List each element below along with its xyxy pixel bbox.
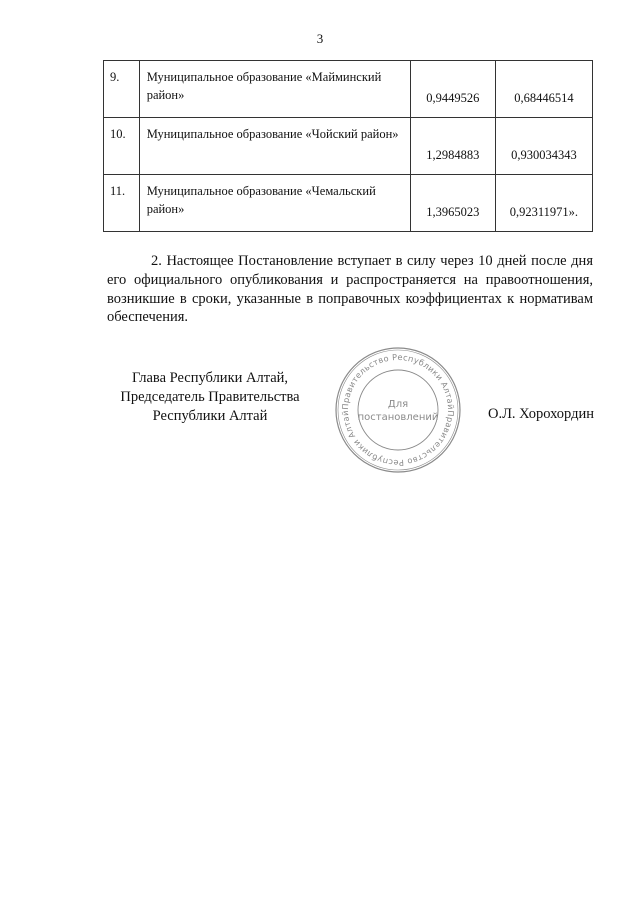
seal-outer-ring [336, 348, 460, 472]
table-row [104, 175, 593, 232]
coefficient-value-2: 0,68446514 [495, 61, 592, 118]
row-number: 10. [104, 118, 140, 175]
seal-inner-text-2: постановлений [357, 412, 439, 423]
official-seal [333, 345, 463, 475]
coefficient-value-1: 1,3965023 [410, 175, 495, 232]
signatory-name: О.Л. Хорохордин [487, 406, 594, 422]
coefficient-value-2: 0,930034343 [495, 118, 592, 175]
coefficients-table [103, 60, 593, 232]
signatory-title-line: Республики Алтай [152, 408, 268, 424]
signatory-title-line: Глава Республики Алтай, [131, 370, 289, 386]
municipality-name: Муниципальное образование «Чемальский район» [139, 175, 410, 232]
row-number: 11. [104, 175, 140, 232]
page-number: 3 [316, 31, 324, 46]
effective-date-paragraph: 2. Настоящее Постановление вступает в силу через 10 дней после дня его официального опубликования и распространяется на правоотношения, возникшие в сроки, указанные в поправочных коэффициентах к нормативам обеспечения. [107, 253, 593, 326]
municipality-name: Муниципальное образование «Чойский район» [139, 118, 410, 175]
coefficient-value-1: 0,9449526 [410, 61, 495, 118]
table-row [104, 61, 593, 118]
seal-outer-text-path: Правительство Республики Алтай [339, 351, 457, 411]
seal-inner-text-1: Для [387, 399, 409, 410]
signatory-title [105, 369, 315, 426]
coefficient-value-1: 1,2984883 [410, 118, 495, 175]
municipality-name: Муниципальное образование «Майминский район» [139, 61, 410, 118]
seal-bottom-text-path: Правительство Республики Алтай [339, 409, 457, 469]
seal-graphic [333, 345, 463, 475]
seal-outer-ring-inner [338, 350, 458, 470]
table-row [104, 118, 593, 175]
coefficient-value-2: 0,92311971». [495, 175, 592, 232]
seal-inner-ring [358, 370, 438, 450]
row-number: 9. [104, 61, 140, 118]
signatory-title-line: Председатель Правительства [120, 389, 300, 405]
